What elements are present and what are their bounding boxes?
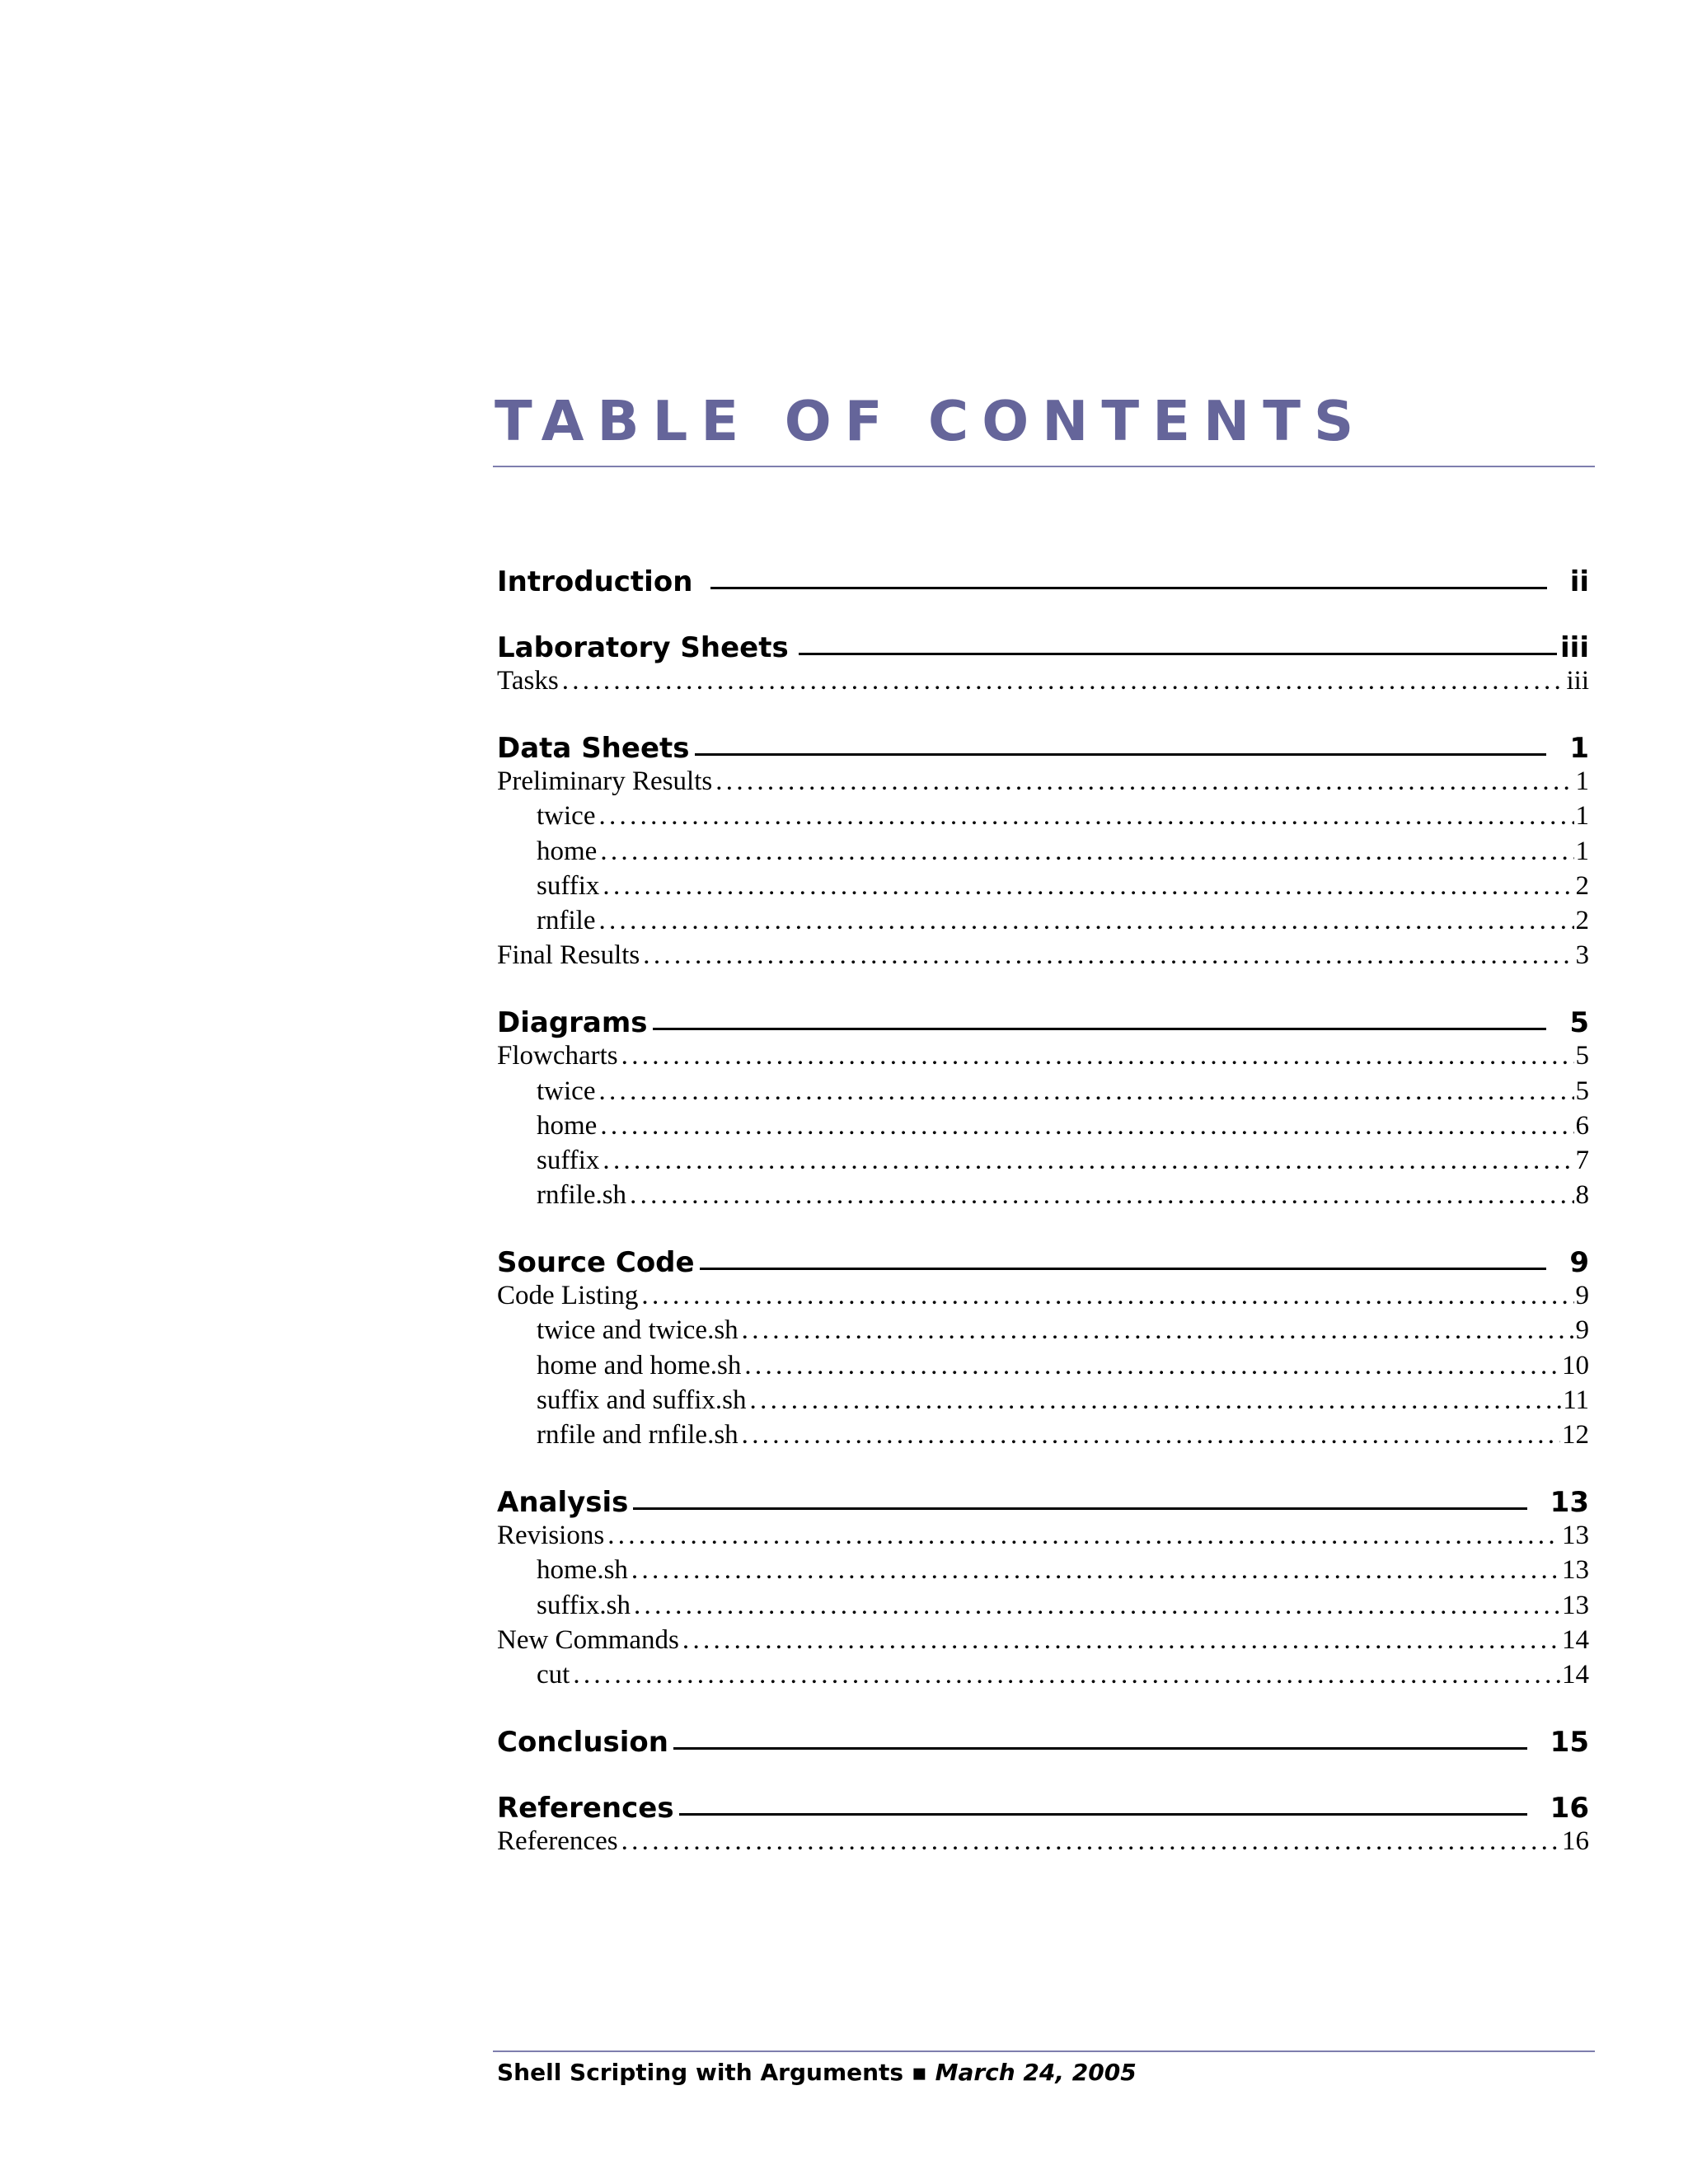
toc-entry-label: rnfile and rnfile.sh xyxy=(537,1420,738,1450)
toc-heading-label: Laboratory Sheets xyxy=(497,631,789,664)
toc-heading-label: References xyxy=(497,1792,674,1825)
toc-section-source-code xyxy=(497,1246,1589,1455)
toc-section-references xyxy=(497,1792,1589,1861)
toc-entry-home[interactable] xyxy=(497,1111,1589,1146)
toc-dot-leader xyxy=(603,871,1573,902)
toc-entry-page: 13 xyxy=(1562,1521,1589,1551)
toc-leader-line xyxy=(710,587,1546,589)
toc-leader-line xyxy=(633,1507,1526,1510)
toc-entry-page: 12 xyxy=(1562,1420,1589,1450)
toc-dot-leader xyxy=(607,1521,1560,1551)
toc-leader-line xyxy=(673,1747,1527,1750)
toc-heading-page: 16 xyxy=(1550,1792,1589,1825)
toc-heading-page: 5 xyxy=(1569,1006,1589,1040)
toc-entry-final-results[interactable] xyxy=(497,940,1589,975)
toc-heading-page: 13 xyxy=(1550,1486,1589,1520)
toc-dot-leader xyxy=(750,1385,1562,1416)
toc-entry-page: 11 xyxy=(1563,1385,1589,1415)
toc-heading-data-sheets[interactable] xyxy=(497,732,1589,766)
toc-leader-line xyxy=(700,1268,1547,1270)
toc-heading-page: iii xyxy=(1560,631,1589,664)
toc-section-analysis xyxy=(497,1486,1589,1694)
toc-entry-code-listing[interactable] xyxy=(497,1281,1589,1315)
toc-entry-page: 1 xyxy=(1575,836,1589,866)
toc-leader-line xyxy=(799,653,1557,655)
footer-title: Shell Scripting with Arguments xyxy=(497,2059,904,2086)
toc-dot-leader xyxy=(562,666,1565,696)
toc-section-data-sheets xyxy=(497,732,1589,975)
toc-entry-tasks[interactable] xyxy=(497,666,1589,701)
toc-entry-suffix-sh[interactable] xyxy=(497,1591,1589,1625)
footer-rule xyxy=(493,2050,1595,2052)
toc-entry-suffix-and-suffix-sh[interactable] xyxy=(497,1385,1589,1420)
toc-entry-label: rnfile.sh xyxy=(537,1180,627,1211)
toc-entry-flowcharts[interactable] xyxy=(497,1041,1589,1076)
toc-entry-rnfile[interactable] xyxy=(497,906,1589,940)
toc-entry-label: Code Listing xyxy=(497,1281,639,1311)
page-title: TABLE OF CONTENTS xyxy=(495,389,1367,453)
toc-entry-page: 9 xyxy=(1575,1315,1589,1346)
toc-dot-leader xyxy=(603,1146,1573,1176)
toc-entry-label: Revisions xyxy=(497,1521,605,1551)
toc-entry-label: twice and twice.sh xyxy=(537,1315,738,1346)
toc-entry-label: Preliminary Results xyxy=(497,766,713,797)
toc-leader-line xyxy=(653,1028,1547,1030)
toc-dot-leader xyxy=(715,766,1573,797)
toc-heading-introduction[interactable] xyxy=(497,565,1589,600)
toc-entry-label: suffix xyxy=(537,1145,600,1175)
toc-entry-page: 13 xyxy=(1562,1590,1589,1620)
toc-entry-home-sh[interactable] xyxy=(497,1555,1589,1590)
toc-heading-label: Source Code xyxy=(497,1246,695,1280)
toc-heading-conclusion[interactable] xyxy=(497,1726,1589,1760)
toc-entry-label: suffix.sh xyxy=(537,1590,631,1620)
toc-leader-line xyxy=(679,1813,1527,1816)
toc-dot-leader xyxy=(573,1660,1560,1690)
toc-entry-page: 1 xyxy=(1575,801,1589,832)
table-of-contents xyxy=(497,565,1589,1861)
toc-dot-leader xyxy=(598,1076,1573,1107)
toc-heading-page: 15 xyxy=(1550,1726,1589,1760)
toc-entry-twice[interactable] xyxy=(497,801,1589,836)
toc-entry-label: home.sh xyxy=(537,1555,628,1586)
toc-dot-leader xyxy=(744,1351,1560,1381)
toc-entry-home[interactable] xyxy=(497,837,1589,871)
toc-entry-page: 10 xyxy=(1562,1350,1589,1380)
toc-entry-label: twice xyxy=(537,1076,596,1106)
toc-dot-leader xyxy=(634,1591,1560,1621)
toc-heading-diagrams[interactable] xyxy=(497,1006,1589,1041)
toc-dot-leader xyxy=(682,1625,1560,1656)
toc-entry-label: New Commands xyxy=(497,1624,679,1655)
toc-entry-rnfile-and-rnfile-sh[interactable] xyxy=(497,1420,1589,1455)
toc-entry-page: 3 xyxy=(1575,940,1589,971)
toc-heading-references[interactable] xyxy=(497,1792,1589,1826)
toc-heading-laboratory-sheets[interactable] xyxy=(497,631,1589,666)
toc-entry-page: 2 xyxy=(1575,870,1589,901)
toc-entry-label: home xyxy=(537,1110,598,1141)
toc-section-conclusion xyxy=(497,1726,1589,1760)
toc-heading-source-code[interactable] xyxy=(497,1246,1589,1281)
toc-entry-new-commands[interactable] xyxy=(497,1625,1589,1660)
toc-entry-label: home and home.sh xyxy=(537,1350,742,1380)
toc-dot-leader xyxy=(621,1826,1560,1857)
toc-section-introduction xyxy=(497,565,1589,600)
toc-entry-page: 14 xyxy=(1562,1659,1589,1690)
toc-dot-leader xyxy=(742,1315,1574,1346)
toc-entry-label: Tasks xyxy=(497,666,559,696)
toc-entry-label: suffix and suffix.sh xyxy=(537,1385,747,1415)
toc-entry-page: 16 xyxy=(1562,1826,1589,1857)
footer-date: March 24, 2005 xyxy=(935,2059,1137,2086)
toc-entry-page: 14 xyxy=(1562,1624,1589,1655)
toc-entry-cut[interactable] xyxy=(497,1660,1589,1694)
toc-entry-page: 13 xyxy=(1562,1555,1589,1586)
toc-heading-label: Introduction xyxy=(497,565,693,598)
toc-entry-page: 5 xyxy=(1575,1041,1589,1071)
toc-entry-page: 9 xyxy=(1575,1281,1589,1311)
toc-entry-page: 8 xyxy=(1575,1180,1589,1211)
toc-heading-label: Diagrams xyxy=(497,1006,648,1040)
toc-entry-label: twice xyxy=(537,801,596,832)
toc-entry-twice[interactable] xyxy=(497,1076,1589,1111)
toc-heading-label: Conclusion xyxy=(497,1726,668,1760)
toc-heading-analysis[interactable] xyxy=(497,1486,1589,1521)
toc-heading-page: 1 xyxy=(1569,732,1589,766)
toc-dot-leader xyxy=(742,1420,1560,1451)
toc-entry-suffix[interactable] xyxy=(497,871,1589,906)
toc-entry-home-and-home-sh[interactable] xyxy=(497,1351,1589,1385)
toc-dot-leader xyxy=(621,1041,1574,1071)
toc-section-laboratory-sheets xyxy=(497,631,1589,701)
toc-entry-revisions[interactable] xyxy=(497,1521,1589,1555)
toc-entry-rnfile-sh[interactable] xyxy=(497,1180,1589,1215)
toc-entry-page: 7 xyxy=(1575,1145,1589,1175)
toc-entry-label: References xyxy=(497,1826,618,1857)
toc-dot-leader xyxy=(641,1281,1573,1311)
toc-dot-leader xyxy=(630,1180,1573,1211)
toc-entry-label: rnfile xyxy=(537,905,596,935)
toc-entry-page: iii xyxy=(1566,666,1589,696)
page-footer xyxy=(497,2059,1137,2086)
toc-entry-label: Flowcharts xyxy=(497,1041,618,1071)
title-rule xyxy=(493,466,1595,467)
toc-dot-leader xyxy=(643,940,1573,971)
toc-entry-twice-and-twice-sh[interactable] xyxy=(497,1315,1589,1350)
toc-entry-page: 5 xyxy=(1575,1076,1589,1106)
toc-section-diagrams xyxy=(497,1006,1589,1215)
toc-heading-page: ii xyxy=(1569,565,1589,598)
toc-entry-page: 2 xyxy=(1575,905,1589,935)
toc-entry-page: 1 xyxy=(1575,766,1589,797)
toc-dot-leader xyxy=(600,837,1573,867)
toc-entry-preliminary-results[interactable] xyxy=(497,766,1589,801)
toc-entry-label: suffix xyxy=(537,870,600,901)
toc-leader-line xyxy=(695,753,1547,756)
toc-heading-label: Data Sheets xyxy=(497,732,690,766)
toc-entry-references[interactable] xyxy=(497,1826,1589,1861)
toc-entry-suffix[interactable] xyxy=(497,1146,1589,1180)
toc-dot-leader xyxy=(600,1111,1573,1141)
toc-dot-leader xyxy=(598,906,1573,936)
toc-dot-leader xyxy=(598,801,1573,832)
toc-entry-label: home xyxy=(537,836,598,866)
toc-entry-label: Final Results xyxy=(497,940,640,971)
toc-entry-label: cut xyxy=(537,1659,570,1690)
toc-dot-leader xyxy=(631,1555,1560,1586)
toc-heading-page: 9 xyxy=(1569,1246,1589,1280)
toc-heading-label: Analysis xyxy=(497,1486,629,1520)
toc-entry-page: 6 xyxy=(1575,1110,1589,1141)
footer-separator: ▪ xyxy=(911,2059,927,2086)
